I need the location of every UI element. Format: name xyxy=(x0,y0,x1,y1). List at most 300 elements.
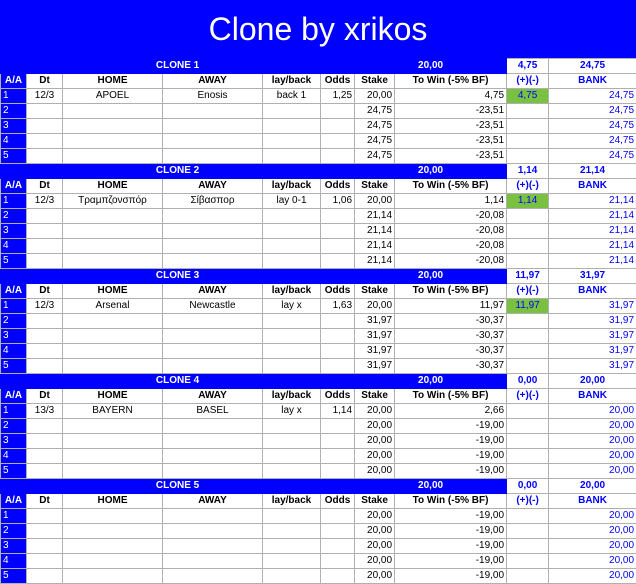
column-header: Stake xyxy=(355,284,395,299)
cell-away[interactable]: BASEL xyxy=(163,404,263,419)
table-row xyxy=(1,314,636,329)
cell-pm[interactable] xyxy=(507,419,549,434)
cell-stake[interactable]: 21,14 xyxy=(355,224,395,239)
cell-away[interactable] xyxy=(163,569,263,584)
cell-odds[interactable] xyxy=(321,449,355,464)
cell-dt[interactable] xyxy=(27,119,63,134)
cell-odds[interactable] xyxy=(321,509,355,524)
cell-away[interactable] xyxy=(163,449,263,464)
cell-towin[interactable]: 4,75 xyxy=(395,89,507,104)
cell-odds[interactable] xyxy=(321,239,355,254)
cell-bank[interactable]: 31,97 xyxy=(549,299,636,314)
cell-odds[interactable] xyxy=(321,569,355,584)
cell-lay[interactable] xyxy=(263,119,321,134)
cell-lay[interactable] xyxy=(263,464,321,479)
cell-towin[interactable]: -19,00 xyxy=(395,569,507,584)
cell-aa[interactable]: 4 xyxy=(1,344,27,359)
cell-dt[interactable] xyxy=(27,254,63,269)
cell-towin[interactable]: -23,51 xyxy=(395,134,507,149)
cell-home[interactable] xyxy=(63,569,163,584)
cell-pm[interactable] xyxy=(507,464,549,479)
clone-name: CLONE 2 xyxy=(1,164,355,179)
cell-stake[interactable]: 20,00 xyxy=(355,509,395,524)
cell-aa[interactable]: 2 xyxy=(1,209,27,224)
cell-bank[interactable]: 24,75 xyxy=(549,89,636,104)
cell-lay[interactable] xyxy=(263,149,321,164)
cell-away[interactable] xyxy=(163,209,263,224)
cell-pm[interactable] xyxy=(507,104,549,119)
cell-odds[interactable] xyxy=(321,554,355,569)
table-row xyxy=(1,449,636,464)
cell-lay[interactable] xyxy=(263,449,321,464)
column-header: Dt xyxy=(27,284,63,299)
cell-stake[interactable]: 24,75 xyxy=(355,149,395,164)
column-header: lay/back xyxy=(263,494,321,509)
cell-aa[interactable]: 4 xyxy=(1,134,27,149)
cell-dt[interactable] xyxy=(27,569,63,584)
clone-bank: 20,00 xyxy=(549,479,636,494)
table-row xyxy=(1,89,636,104)
cell-home[interactable] xyxy=(63,149,163,164)
cell-bank[interactable]: 21,14 xyxy=(549,209,636,224)
cell-away[interactable]: Newcastle xyxy=(163,299,263,314)
cell-stake[interactable]: 24,75 xyxy=(355,134,395,149)
cell-towin[interactable]: -19,00 xyxy=(395,464,507,479)
column-header: To Win (-5% BF) xyxy=(395,284,507,299)
cell-away[interactable] xyxy=(163,464,263,479)
cell-bank[interactable]: 21,14 xyxy=(549,239,636,254)
column-header: Odds xyxy=(321,494,355,509)
cell-away[interactable] xyxy=(163,509,263,524)
cell-lay[interactable] xyxy=(263,524,321,539)
cell-away[interactable] xyxy=(163,359,263,374)
cell-dt[interactable] xyxy=(27,509,63,524)
cell-away[interactable] xyxy=(163,239,263,254)
cell-dt[interactable]: 12/3 xyxy=(27,194,63,209)
cell-away[interactable] xyxy=(163,134,263,149)
clone-profit: 1,14 xyxy=(507,164,549,179)
cell-pm[interactable]: 4,75 xyxy=(507,89,549,104)
clone-stake-total: 20,00 xyxy=(355,59,507,74)
cell-odds[interactable]: 1,63 xyxy=(321,299,355,314)
cell-stake[interactable]: 31,97 xyxy=(355,314,395,329)
clone-bank: 21,14 xyxy=(549,164,636,179)
cell-bank[interactable]: 24,75 xyxy=(549,149,636,164)
cell-towin[interactable]: -19,00 xyxy=(395,509,507,524)
cell-home[interactable]: BAYERN xyxy=(63,404,163,419)
cell-aa[interactable]: 5 xyxy=(1,569,27,584)
cell-towin[interactable]: -19,00 xyxy=(395,554,507,569)
cell-pm[interactable] xyxy=(507,209,549,224)
column-header-row xyxy=(1,494,636,509)
cell-stake[interactable]: 20,00 xyxy=(355,434,395,449)
cell-bank[interactable]: 31,97 xyxy=(549,329,636,344)
cell-bank[interactable]: 24,75 xyxy=(549,119,636,134)
cell-dt[interactable] xyxy=(27,449,63,464)
cell-odds[interactable] xyxy=(321,344,355,359)
cell-lay[interactable] xyxy=(263,509,321,524)
cell-odds[interactable] xyxy=(321,464,355,479)
cell-away[interactable]: Σίβασπορ xyxy=(163,194,263,209)
cell-aa[interactable]: 3 xyxy=(1,434,27,449)
cell-pm[interactable]: 11,97 xyxy=(507,299,549,314)
table-row xyxy=(1,359,636,374)
cell-home[interactable] xyxy=(63,314,163,329)
table-row xyxy=(1,299,636,314)
cell-aa[interactable]: 3 xyxy=(1,119,27,134)
cell-aa[interactable]: 3 xyxy=(1,329,27,344)
cell-aa[interactable]: 5 xyxy=(1,149,27,164)
cell-home[interactable] xyxy=(63,419,163,434)
cell-pm[interactable]: 1,14 xyxy=(507,194,549,209)
cell-lay[interactable]: lay x xyxy=(263,299,321,314)
column-header: A/A xyxy=(1,179,27,194)
cell-away[interactable] xyxy=(163,254,263,269)
cell-bank[interactable]: 20,00 xyxy=(549,509,636,524)
cell-away[interactable] xyxy=(163,554,263,569)
cell-towin[interactable]: -23,51 xyxy=(395,149,507,164)
cell-stake[interactable]: 20,00 xyxy=(355,539,395,554)
cell-home[interactable] xyxy=(63,239,163,254)
cell-aa[interactable]: 3 xyxy=(1,539,27,554)
cell-aa[interactable]: 4 xyxy=(1,449,27,464)
cell-home[interactable] xyxy=(63,449,163,464)
cell-stake[interactable]: 21,14 xyxy=(355,254,395,269)
cell-aa[interactable]: 1 xyxy=(1,509,27,524)
cell-bank[interactable]: 31,97 xyxy=(549,314,636,329)
cell-aa[interactable]: 2 xyxy=(1,104,27,119)
cell-stake[interactable]: 31,97 xyxy=(355,329,395,344)
cell-pm[interactable] xyxy=(507,359,549,374)
cell-home[interactable] xyxy=(63,359,163,374)
cell-lay[interactable]: back 1 xyxy=(263,89,321,104)
cell-odds[interactable] xyxy=(321,104,355,119)
cell-stake[interactable]: 20,00 xyxy=(355,464,395,479)
cell-odds[interactable] xyxy=(321,359,355,374)
cell-towin[interactable]: -20,08 xyxy=(395,254,507,269)
cell-lay[interactable] xyxy=(263,239,321,254)
cell-odds[interactable] xyxy=(321,254,355,269)
cell-towin[interactable]: -30,37 xyxy=(395,359,507,374)
clone-bank: 31,97 xyxy=(549,269,636,284)
cell-towin[interactable]: -19,00 xyxy=(395,449,507,464)
cell-stake[interactable]: 20,00 xyxy=(355,449,395,464)
cell-lay[interactable] xyxy=(263,254,321,269)
cell-dt[interactable] xyxy=(27,464,63,479)
cell-away[interactable] xyxy=(163,344,263,359)
column-header: To Win (-5% BF) xyxy=(395,179,507,194)
cell-aa[interactable]: 1 xyxy=(1,194,27,209)
clone-profit: 0,00 xyxy=(507,374,549,389)
cell-stake[interactable]: 24,75 xyxy=(355,104,395,119)
table-row xyxy=(1,539,636,554)
cell-bank[interactable]: 20,00 xyxy=(549,449,636,464)
cell-bank[interactable]: 20,00 xyxy=(549,569,636,584)
cell-bank[interactable]: 31,97 xyxy=(549,344,636,359)
cell-stake[interactable]: 20,00 xyxy=(355,524,395,539)
cell-aa[interactable]: 4 xyxy=(1,554,27,569)
cell-towin[interactable]: -30,37 xyxy=(395,344,507,359)
cell-stake[interactable]: 20,00 xyxy=(355,194,395,209)
cell-stake[interactable]: 31,97 xyxy=(355,359,395,374)
cell-home[interactable] xyxy=(63,434,163,449)
column-header: lay/back xyxy=(263,389,321,404)
cell-pm[interactable] xyxy=(507,524,549,539)
cell-odds[interactable]: 1,14 xyxy=(321,404,355,419)
cell-aa[interactable]: 1 xyxy=(1,89,27,104)
column-header: lay/back xyxy=(263,74,321,89)
cell-stake[interactable]: 20,00 xyxy=(355,554,395,569)
cell-towin[interactable]: -23,51 xyxy=(395,104,507,119)
cell-home[interactable] xyxy=(63,344,163,359)
cell-towin[interactable]: -30,37 xyxy=(395,329,507,344)
cell-lay[interactable] xyxy=(263,539,321,554)
cell-aa[interactable]: 5 xyxy=(1,254,27,269)
cell-away[interactable] xyxy=(163,314,263,329)
table-row xyxy=(1,344,636,359)
table-row xyxy=(1,464,636,479)
cell-away[interactable] xyxy=(163,104,263,119)
cell-lay[interactable] xyxy=(263,359,321,374)
cell-bank[interactable]: 24,75 xyxy=(549,134,636,149)
column-header: (+)(-) xyxy=(507,74,549,89)
column-header-row xyxy=(1,389,636,404)
cell-lay[interactable] xyxy=(263,134,321,149)
table-row xyxy=(1,524,636,539)
cell-lay[interactable] xyxy=(263,569,321,584)
cell-odds[interactable] xyxy=(321,119,355,134)
clone-stake-total: 20,00 xyxy=(355,164,507,179)
cell-bank[interactable]: 21,14 xyxy=(549,224,636,239)
cell-odds[interactable] xyxy=(321,224,355,239)
cell-bank[interactable]: 31,97 xyxy=(549,359,636,374)
cell-away[interactable] xyxy=(163,419,263,434)
cell-odds[interactable]: 1,25 xyxy=(321,89,355,104)
cell-aa[interactable]: 5 xyxy=(1,464,27,479)
cell-towin[interactable]: -19,00 xyxy=(395,524,507,539)
clone-name: CLONE 4 xyxy=(1,374,355,389)
cell-odds[interactable] xyxy=(321,539,355,554)
cell-pm[interactable] xyxy=(507,554,549,569)
cell-dt[interactable] xyxy=(27,344,63,359)
cell-odds[interactable] xyxy=(321,434,355,449)
clone-bank: 20,00 xyxy=(549,374,636,389)
cell-away[interactable] xyxy=(163,524,263,539)
cell-towin[interactable]: -19,00 xyxy=(395,434,507,449)
cell-pm[interactable] xyxy=(507,449,549,464)
cell-lay[interactable] xyxy=(263,329,321,344)
cell-lay[interactable] xyxy=(263,224,321,239)
cell-home[interactable] xyxy=(63,509,163,524)
cell-lay[interactable] xyxy=(263,419,321,434)
cell-pm[interactable] xyxy=(507,224,549,239)
cell-stake[interactable]: 20,00 xyxy=(355,89,395,104)
cell-towin[interactable]: -23,51 xyxy=(395,119,507,134)
cell-pm[interactable] xyxy=(507,149,549,164)
cell-home[interactable] xyxy=(63,554,163,569)
column-header: Stake xyxy=(355,179,395,194)
cell-home[interactable] xyxy=(63,134,163,149)
cell-towin[interactable]: -20,08 xyxy=(395,224,507,239)
cell-lay[interactable] xyxy=(263,314,321,329)
cell-aa[interactable]: 1 xyxy=(1,404,27,419)
cell-home[interactable] xyxy=(63,224,163,239)
clone-profit: 4,75 xyxy=(507,59,549,74)
cell-dt[interactable] xyxy=(27,419,63,434)
cell-aa[interactable]: 5 xyxy=(1,359,27,374)
column-header: To Win (-5% BF) xyxy=(395,389,507,404)
cell-pm[interactable] xyxy=(507,254,549,269)
cell-away[interactable] xyxy=(163,434,263,449)
cell-home[interactable]: Arsenal xyxy=(63,299,163,314)
cell-bank[interactable]: 20,00 xyxy=(549,404,636,419)
cell-aa[interactable]: 4 xyxy=(1,239,27,254)
cell-pm[interactable] xyxy=(507,344,549,359)
cell-home[interactable] xyxy=(63,539,163,554)
cell-towin[interactable]: 1,14 xyxy=(395,194,507,209)
cell-dt[interactable] xyxy=(27,149,63,164)
cell-dt[interactable] xyxy=(27,104,63,119)
cell-towin[interactable]: -20,08 xyxy=(395,239,507,254)
cell-pm[interactable] xyxy=(507,569,549,584)
clone-stake-total: 20,00 xyxy=(355,479,507,494)
cell-towin[interactable]: -19,00 xyxy=(395,419,507,434)
cell-dt[interactable] xyxy=(27,314,63,329)
table-row xyxy=(1,419,636,434)
cell-home[interactable] xyxy=(63,329,163,344)
cell-pm[interactable] xyxy=(507,434,549,449)
cell-home[interactable]: APOEL xyxy=(63,89,163,104)
cell-odds[interactable] xyxy=(321,419,355,434)
column-header: BANK xyxy=(549,284,636,299)
clone-table xyxy=(0,58,636,584)
cell-pm[interactable] xyxy=(507,404,549,419)
cell-stake[interactable]: 20,00 xyxy=(355,404,395,419)
cell-away[interactable] xyxy=(163,119,263,134)
cell-home[interactable] xyxy=(63,464,163,479)
cell-pm[interactable] xyxy=(507,314,549,329)
column-header: (+)(-) xyxy=(507,284,549,299)
cell-away[interactable] xyxy=(163,149,263,164)
cell-towin[interactable]: -30,37 xyxy=(395,314,507,329)
cell-stake[interactable]: 21,14 xyxy=(355,239,395,254)
cell-towin[interactable]: -20,08 xyxy=(395,209,507,224)
cell-dt[interactable]: 12/3 xyxy=(27,299,63,314)
column-header: Stake xyxy=(355,494,395,509)
cell-towin[interactable]: 2,66 xyxy=(395,404,507,419)
cell-odds[interactable] xyxy=(321,149,355,164)
cell-away[interactable] xyxy=(163,329,263,344)
cell-dt[interactable] xyxy=(27,434,63,449)
cell-lay[interactable] xyxy=(263,209,321,224)
cell-dt[interactable] xyxy=(27,554,63,569)
table-row xyxy=(1,254,636,269)
column-header: Dt xyxy=(27,389,63,404)
cell-pm[interactable] xyxy=(507,539,549,554)
cell-odds[interactable] xyxy=(321,524,355,539)
cell-home[interactable] xyxy=(63,104,163,119)
cell-stake[interactable]: 24,75 xyxy=(355,119,395,134)
cell-bank[interactable]: 24,75 xyxy=(549,104,636,119)
cell-towin[interactable]: 11,97 xyxy=(395,299,507,314)
column-header: To Win (-5% BF) xyxy=(395,494,507,509)
cell-dt[interactable] xyxy=(27,359,63,374)
cell-pm[interactable] xyxy=(507,239,549,254)
cell-stake[interactable]: 20,00 xyxy=(355,299,395,314)
cell-pm[interactable] xyxy=(507,509,549,524)
column-header-row xyxy=(1,179,636,194)
cell-dt[interactable] xyxy=(27,524,63,539)
cell-bank[interactable]: 21,14 xyxy=(549,194,636,209)
cell-stake[interactable]: 31,97 xyxy=(355,344,395,359)
cell-lay[interactable] xyxy=(263,554,321,569)
cell-odds[interactable] xyxy=(321,314,355,329)
cell-stake[interactable]: 20,00 xyxy=(355,419,395,434)
cell-odds[interactable] xyxy=(321,329,355,344)
cell-lay[interactable] xyxy=(263,434,321,449)
cell-dt[interactable]: 13/3 xyxy=(27,404,63,419)
cell-away[interactable]: Enosis xyxy=(163,89,263,104)
cell-aa[interactable]: 2 xyxy=(1,419,27,434)
cell-bank[interactable]: 20,00 xyxy=(549,524,636,539)
table-row xyxy=(1,569,636,584)
clone-name: CLONE 3 xyxy=(1,269,355,284)
cell-odds[interactable] xyxy=(321,209,355,224)
cell-pm[interactable] xyxy=(507,329,549,344)
cell-pm[interactable] xyxy=(507,134,549,149)
cell-dt[interactable] xyxy=(27,539,63,554)
cell-home[interactable]: Τραμπζονσπόρ xyxy=(63,194,163,209)
cell-dt[interactable] xyxy=(27,329,63,344)
cell-dt[interactable] xyxy=(27,224,63,239)
cell-lay[interactable]: lay x xyxy=(263,404,321,419)
cell-bank[interactable]: 20,00 xyxy=(549,554,636,569)
cell-aa[interactable]: 3 xyxy=(1,224,27,239)
cell-home[interactable] xyxy=(63,524,163,539)
cell-dt[interactable] xyxy=(27,134,63,149)
cell-bank[interactable]: 20,00 xyxy=(549,419,636,434)
cell-bank[interactable]: 20,00 xyxy=(549,434,636,449)
cell-stake[interactable]: 20,00 xyxy=(355,569,395,584)
cell-away[interactable] xyxy=(163,539,263,554)
cell-dt[interactable] xyxy=(27,239,63,254)
cell-pm[interactable] xyxy=(507,119,549,134)
cell-bank[interactable]: 21,14 xyxy=(549,254,636,269)
cell-odds[interactable] xyxy=(321,134,355,149)
cell-bank[interactable]: 20,00 xyxy=(549,464,636,479)
cell-home[interactable] xyxy=(63,209,163,224)
cell-home[interactable] xyxy=(63,254,163,269)
cell-odds[interactable]: 1,06 xyxy=(321,194,355,209)
cell-home[interactable] xyxy=(63,119,163,134)
cell-lay[interactable] xyxy=(263,104,321,119)
column-header: BANK xyxy=(549,389,636,404)
cell-away[interactable] xyxy=(163,224,263,239)
cell-lay[interactable]: lay 0-1 xyxy=(263,194,321,209)
cell-dt[interactable] xyxy=(27,209,63,224)
column-header: (+)(-) xyxy=(507,494,549,509)
table-row xyxy=(1,119,636,134)
cell-dt[interactable]: 12/3 xyxy=(27,89,63,104)
cell-lay[interactable] xyxy=(263,344,321,359)
cell-stake[interactable]: 21,14 xyxy=(355,209,395,224)
clone-header-row xyxy=(1,164,636,179)
cell-towin[interactable]: -19,00 xyxy=(395,539,507,554)
cell-aa[interactable]: 2 xyxy=(1,524,27,539)
cell-bank[interactable]: 20,00 xyxy=(549,539,636,554)
cell-aa[interactable]: 2 xyxy=(1,314,27,329)
cell-aa[interactable]: 1 xyxy=(1,299,27,314)
